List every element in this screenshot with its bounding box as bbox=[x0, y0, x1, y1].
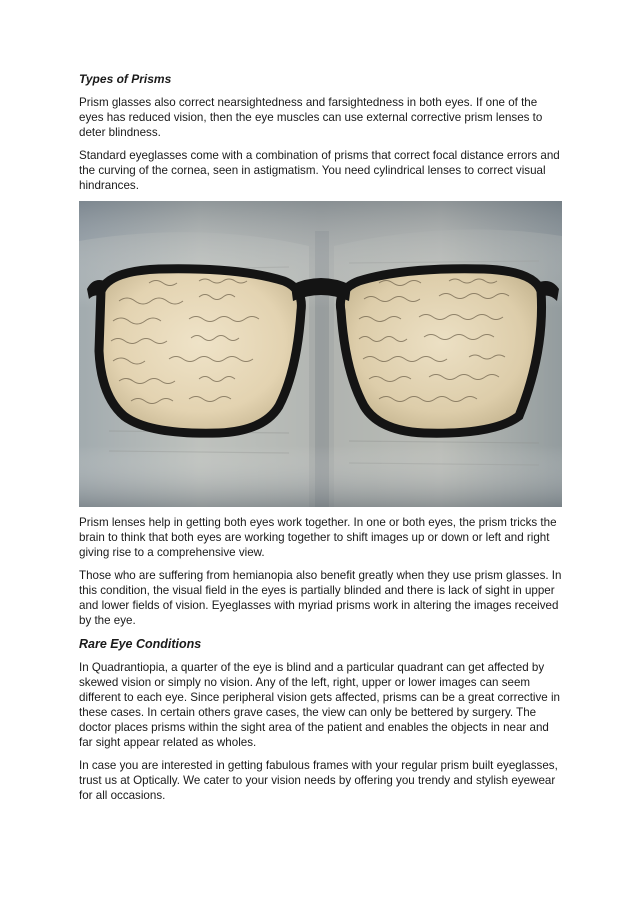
eyeglasses-on-book-photo bbox=[79, 201, 562, 507]
section-heading-types-of-prisms: Types of Prisms bbox=[79, 72, 172, 86]
paragraph: In Quadrantiopia, a quarter of the eye is blind and a particular quadrant can get affected by skewed vision or simply no vision. Any of the left, right, upper or lower images can seem different to each eye. Since peripheral vision gets affected, prisms can be a great corrective in these cases. In certain others grave cases, the view can only be bettered by surgery. The doctor places prisms within the sight area of the patient and enables the objects in near and far sight appear related as wholes. bbox=[79, 661, 560, 749]
section-heading-rare-eye-conditions: Rare Eye Conditions bbox=[79, 637, 202, 651]
document-page bbox=[79, 72, 564, 811]
paragraph: Those who are suffering from hemianopia also benefit greatly when they use prism glasses. In this condition, the visual field in the eyes is partially blinded and there is lack of sight in upper and lower fields of vision. Eyeglasses with myriad prisms work in altering the images received by the eye. bbox=[79, 569, 562, 627]
paragraph: Standard eyeglasses come with a combination of prisms that correct focal distance errors and the curving of the cornea, seen in astigmatism. You need cylindrical lenses to correct visual hindrances. bbox=[79, 149, 560, 192]
paragraph: In case you are interested in getting fabulous frames with your regular prism built eyeglasses, trust us at Optically. We cater to your vision needs by offering you trendy and stylish eyewear for all occasions. bbox=[79, 759, 558, 802]
paragraph: Prism lenses help in getting both eyes work together. In one or both eyes, the prism tricks the brain to think that both eyes are working together to shift images up or down or left and right giving rise to a comprehensive view. bbox=[79, 516, 557, 559]
paragraph: Prism glasses also correct nearsightedness and farsightedness in both eyes. If one of the eyes has reduced vision, then the eye muscles can use external corrective prism lenses to deter blindness. bbox=[79, 96, 543, 139]
